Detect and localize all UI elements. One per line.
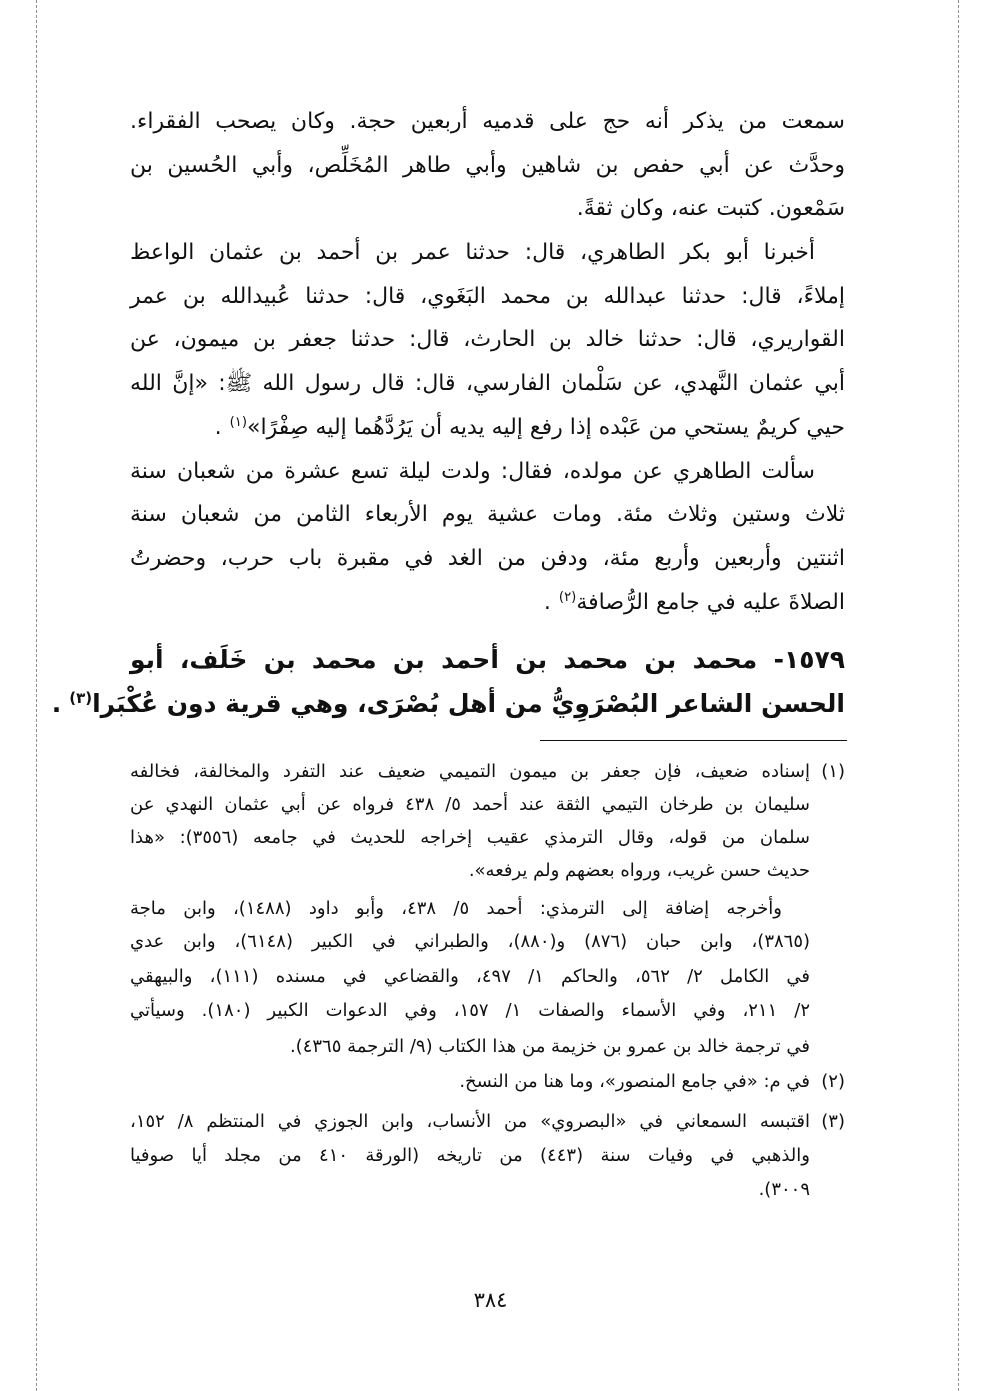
body-line: أخبرنا أبو بكر الطاهري، قال: حدثنا عمر بن أحمد بن عثمان الواعظ (130, 240, 815, 265)
line-text: حيي كريمٌ يستحي من عَبْده إذا رفع إليه يديه أن يَرُدَّهُما إليه صِفْرًا» (247, 415, 845, 440)
footnote-line: اقتبسه السمعاني في «البصروي» من الأنساب، وابن الجوزي في المنتظم ٨/ ١٥٢، (130, 1111, 810, 1132)
body-line: وحدَّث عن أبي حفص بن شاهين وأبي طاهر المُخَلِّص، وأبي الحُسين بن (130, 153, 845, 178)
body-line (130, 581, 845, 625)
footnote-line: والذهبي في وفيات سنة (٤٤٣) من تاريخه (الورقة ٤١٠ من مجلد أيا صوفيا (130, 1145, 810, 1166)
body-line: سمعت من يذكر أنه حج على قدميه أربعين حجة. وكان يصحب الفقراء. (130, 109, 845, 134)
footnote-line: ٣٠٠٩). (758, 1179, 810, 1200)
body-line: القواريري، قال: حدثنا خالد بن الحارث، قال: حدثنا جعفر بن ميمون، عن (130, 327, 845, 352)
footnote-line: سليمان بن طرخان التيمي الثقة عند أحمد ٥/ ٤٣٨ فرواه عن أبي عثمان النهدي عن (130, 794, 810, 815)
footnote-line: في الكامل ٢/ ٥٦٢، والحاكم ١/ ٤٩٧، والقضاعي في مسنده (١١١)، والبيهقي (130, 966, 810, 987)
body-line (130, 406, 845, 450)
footnote-line: (٣٨٦٥)، وابن حبان (٨٧٦) و(٨٨٠)، والطبراني في الكبير (٦١٤٨)، وابن عدي (130, 931, 811, 952)
footnote-marker: (٢) (821, 1071, 845, 1092)
body-line: أبي عثمان النَّهدي، عن سَلْمان الفارسي، قال: قال رسول الله ﷺ: «إنَّ الله (130, 371, 845, 396)
end-punctuation: . (543, 590, 551, 615)
body-line: سألت الطاهري عن مولده، فقال: ولدت ليلة تسع عشرة من شعبان سنة (130, 459, 815, 484)
footnote-marker: (٣) (821, 1111, 845, 1132)
end-punctuation: . (51, 689, 62, 718)
end-punctuation: . (214, 415, 222, 440)
body-line: اثنتين وأربعين وأربع مئة، ودفن من الغد في مقبرة باب حرب، وحضرتُ (130, 546, 845, 571)
footnote-ref: (١) (229, 415, 247, 431)
body-line: ثلاث وستين وثلاث مئة. ومات عشية يوم الأربعاء الثامن من شعبان سنة (130, 502, 845, 527)
footnote-ref: (٣) (69, 689, 93, 707)
footnote-line: إسناده ضعيف، فإن جعفر بن ميمون التميمي ضعيف عند التفرد والمخالفة، فخالفه (130, 761, 810, 782)
footnote-line: سلمان من قوله، وقال الترمذي عقيب إخراجه للحديث في جامعه (٣٥٥٦): «هذا (130, 827, 810, 848)
footnote-separator (540, 740, 847, 741)
scan-edge-line-right (958, 0, 959, 1391)
body-line: سَمْعون. كتبت عنه، وكان ثقةً. (576, 196, 845, 221)
footnote-line: ٢/ ٢١١، وفي الأسماء والصفات ١/ ١٥٧، وفي الدعوات الكبير (١٨٠). وسيأتي (130, 1000, 810, 1021)
footnote-marker: (١) (821, 761, 845, 782)
footnote-line: في ترجمة خالد بن عمرو بن خزيمة من هذا الكتاب (٩/ الترجمة ٤٣٦٥). (289, 1036, 810, 1057)
line-text: الحسن الشاعر البُصْرَوِيُّ من أهل بُصْرَى، وهي قرية دون عُكْبَرا (92, 689, 845, 718)
footnote-line: في م: «في جامع المنصور»، وما هنا من النسخ. (459, 1071, 810, 1092)
heading-line (51, 682, 845, 726)
footnote-ref: (٢) (558, 590, 577, 606)
scan-edge-line-left (36, 0, 37, 1391)
heading-line: ١٥٧٩- محمد بن محمد بن أحمد بن محمد بن خَلَف، أبو (130, 645, 845, 674)
line-text: الصلاةَ عليه في جامع الرُّصافة (576, 590, 845, 615)
page-number: ٣٨٤ (473, 1288, 508, 1312)
footnote-line: حديث حسن غريب، ورواه بعضهم ولم يرفعه». (468, 860, 810, 881)
body-line: إملاءً، قال: حدثنا عبدالله بن محمد البَغَوي، قال: حدثنا عُبيدالله بن عمر (130, 284, 845, 309)
footnote-line: وأخرجه إضافة إلى الترمذي: أحمد ٥/ ٤٣٨، وأبو داود (١٤٨٨)، وابن ماجة (130, 898, 782, 919)
